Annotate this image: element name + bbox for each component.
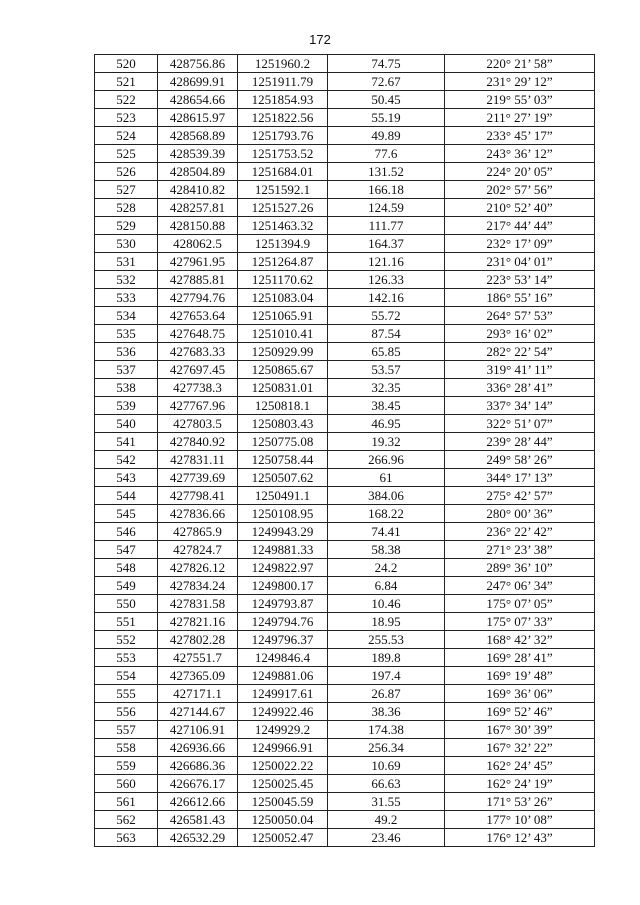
table-row [95, 307, 595, 325]
bearing-angle-cell: 210° 52’ 40” [445, 199, 595, 217]
point-number-cell: 538 [95, 379, 158, 397]
segment-length-cell: 72.67 [328, 73, 445, 91]
x-coordinate-cell: 428615.97 [158, 109, 238, 127]
segment-length-cell: 32.35 [328, 379, 445, 397]
bearing-angle-cell: 280° 00’ 36” [445, 505, 595, 523]
bearing-angle-cell: 220° 21’ 58” [445, 55, 595, 73]
segment-length-cell: 197.4 [328, 667, 445, 685]
segment-length-cell: 55.19 [328, 109, 445, 127]
segment-length-cell: 126.33 [328, 271, 445, 289]
y-coordinate-cell: 1250775.08 [238, 433, 328, 451]
point-number-cell: 527 [95, 181, 158, 199]
bearing-angle-cell: 169° 52’ 46” [445, 703, 595, 721]
x-coordinate-cell: 427803.5 [158, 415, 238, 433]
y-coordinate-cell: 1251684.01 [238, 163, 328, 181]
segment-length-cell: 10.69 [328, 757, 445, 775]
point-number-cell: 553 [95, 649, 158, 667]
point-number-cell: 533 [95, 289, 158, 307]
point-number-cell: 546 [95, 523, 158, 541]
x-coordinate-cell: 427144.67 [158, 703, 238, 721]
x-coordinate-cell: 427802.28 [158, 631, 238, 649]
table-row [95, 811, 595, 829]
point-number-cell: 557 [95, 721, 158, 739]
point-number-cell: 530 [95, 235, 158, 253]
segment-length-cell: 74.75 [328, 55, 445, 73]
table-row [95, 613, 595, 631]
x-coordinate-cell: 427840.92 [158, 433, 238, 451]
segment-length-cell: 121.16 [328, 253, 445, 271]
bearing-angle-cell: 275° 42’ 57” [445, 487, 595, 505]
table-row [95, 703, 595, 721]
table-row [95, 685, 595, 703]
x-coordinate-cell: 427738.3 [158, 379, 238, 397]
segment-length-cell: 38.36 [328, 703, 445, 721]
y-coordinate-cell: 1251010.41 [238, 325, 328, 343]
segment-length-cell: 65.85 [328, 343, 445, 361]
table-row [95, 289, 595, 307]
bearing-angle-cell: 231° 04’ 01” [445, 253, 595, 271]
x-coordinate-cell: 426686.36 [158, 757, 238, 775]
x-coordinate-cell: 427826.12 [158, 559, 238, 577]
y-coordinate-cell: 1250022.22 [238, 757, 328, 775]
point-number-cell: 556 [95, 703, 158, 721]
y-coordinate-cell: 1250491.1 [238, 487, 328, 505]
point-number-cell: 526 [95, 163, 158, 181]
x-coordinate-cell: 428062.5 [158, 235, 238, 253]
segment-length-cell: 53.57 [328, 361, 445, 379]
x-coordinate-cell: 428257.81 [158, 199, 238, 217]
x-coordinate-cell: 426581.43 [158, 811, 238, 829]
segment-length-cell: 10.46 [328, 595, 445, 613]
x-coordinate-cell: 428539.39 [158, 145, 238, 163]
point-number-cell: 525 [95, 145, 158, 163]
bearing-angle-cell: 264° 57’ 53” [445, 307, 595, 325]
y-coordinate-cell: 1249966.91 [238, 739, 328, 757]
y-coordinate-cell: 1251264.87 [238, 253, 328, 271]
table-row [95, 361, 595, 379]
x-coordinate-cell: 427365.09 [158, 667, 238, 685]
segment-length-cell: 256.34 [328, 739, 445, 757]
segment-length-cell: 384.06 [328, 487, 445, 505]
page-number: 172 [309, 32, 331, 47]
y-coordinate-cell: 1251753.52 [238, 145, 328, 163]
segment-length-cell: 61 [328, 469, 445, 487]
bearing-angle-cell: 247° 06’ 34” [445, 577, 595, 595]
bearing-angle-cell: 211° 27’ 19” [445, 109, 595, 127]
bearing-angle-cell: 219° 55’ 03” [445, 91, 595, 109]
segment-length-cell: 255.53 [328, 631, 445, 649]
bearing-angle-cell: 169° 28’ 41” [445, 649, 595, 667]
y-coordinate-cell: 1251394.9 [238, 235, 328, 253]
y-coordinate-cell: 1250929.99 [238, 343, 328, 361]
segment-length-cell: 58.38 [328, 541, 445, 559]
bearing-angle-cell: 232° 17’ 09” [445, 235, 595, 253]
segment-length-cell: 87.54 [328, 325, 445, 343]
point-number-cell: 559 [95, 757, 158, 775]
table-row [95, 415, 595, 433]
table-row [95, 505, 595, 523]
bearing-angle-cell: 168° 42’ 32” [445, 631, 595, 649]
y-coordinate-cell: 1249943.29 [238, 523, 328, 541]
table-row [95, 271, 595, 289]
table-row [95, 775, 595, 793]
point-number-cell: 543 [95, 469, 158, 487]
x-coordinate-cell: 427653.64 [158, 307, 238, 325]
y-coordinate-cell: 1251854.93 [238, 91, 328, 109]
point-number-cell: 535 [95, 325, 158, 343]
table-row [95, 559, 595, 577]
bearing-angle-cell: 336° 28’ 41” [445, 379, 595, 397]
table-row [95, 199, 595, 217]
segment-length-cell: 77.6 [328, 145, 445, 163]
table-row [95, 829, 595, 847]
x-coordinate-cell: 427834.24 [158, 577, 238, 595]
y-coordinate-cell: 1251463.32 [238, 217, 328, 235]
y-coordinate-cell: 1249822.97 [238, 559, 328, 577]
bearing-angle-cell: 243° 36’ 12” [445, 145, 595, 163]
table-row [95, 145, 595, 163]
bearing-angle-cell: 175° 07’ 05” [445, 595, 595, 613]
x-coordinate-cell: 428504.89 [158, 163, 238, 181]
point-number-cell: 560 [95, 775, 158, 793]
bearing-angle-cell: 344° 17’ 13” [445, 469, 595, 487]
y-coordinate-cell: 1251592.1 [238, 181, 328, 199]
table-row [95, 181, 595, 199]
x-coordinate-cell: 427831.58 [158, 595, 238, 613]
x-coordinate-cell: 427648.75 [158, 325, 238, 343]
segment-length-cell: 18.95 [328, 613, 445, 631]
table-row [95, 721, 595, 739]
point-number-cell: 547 [95, 541, 158, 559]
coordinates-table [94, 54, 595, 847]
x-coordinate-cell: 427739.69 [158, 469, 238, 487]
segment-length-cell: 174.38 [328, 721, 445, 739]
segment-length-cell: 49.2 [328, 811, 445, 829]
x-coordinate-cell: 427961.95 [158, 253, 238, 271]
y-coordinate-cell: 1249922.46 [238, 703, 328, 721]
x-coordinate-cell: 427794.76 [158, 289, 238, 307]
point-number-cell: 531 [95, 253, 158, 271]
bearing-angle-cell: 249° 58’ 26” [445, 451, 595, 469]
x-coordinate-cell: 426532.29 [158, 829, 238, 847]
point-number-cell: 555 [95, 685, 158, 703]
point-number-cell: 542 [95, 451, 158, 469]
y-coordinate-cell: 1250045.59 [238, 793, 328, 811]
x-coordinate-cell: 428654.66 [158, 91, 238, 109]
bearing-angle-cell: 239° 28’ 44” [445, 433, 595, 451]
point-number-cell: 544 [95, 487, 158, 505]
x-coordinate-cell: 428756.86 [158, 55, 238, 73]
segment-length-cell: 23.46 [328, 829, 445, 847]
point-number-cell: 545 [95, 505, 158, 523]
table-row [95, 91, 595, 109]
x-coordinate-cell: 427865.9 [158, 523, 238, 541]
point-number-cell: 541 [95, 433, 158, 451]
y-coordinate-cell: 1250758.44 [238, 451, 328, 469]
x-coordinate-cell: 427767.96 [158, 397, 238, 415]
bearing-angle-cell: 319° 41’ 11” [445, 361, 595, 379]
point-number-cell: 561 [95, 793, 158, 811]
segment-length-cell: 31.55 [328, 793, 445, 811]
segment-length-cell: 49.89 [328, 127, 445, 145]
y-coordinate-cell: 1251527.26 [238, 199, 328, 217]
table-row [95, 649, 595, 667]
x-coordinate-cell: 427551.7 [158, 649, 238, 667]
bearing-angle-cell: 271° 23’ 38” [445, 541, 595, 559]
table-row [95, 541, 595, 559]
table-row [95, 595, 595, 613]
bearing-angle-cell: 282° 22’ 54” [445, 343, 595, 361]
table-row [95, 217, 595, 235]
point-number-cell: 562 [95, 811, 158, 829]
bearing-angle-cell: 162° 24’ 45” [445, 757, 595, 775]
bearing-angle-cell: 186° 55’ 16” [445, 289, 595, 307]
point-number-cell: 558 [95, 739, 158, 757]
table-row [95, 109, 595, 127]
table-row [95, 343, 595, 361]
x-coordinate-cell: 428699.91 [158, 73, 238, 91]
y-coordinate-cell: 1251822.56 [238, 109, 328, 127]
y-coordinate-cell: 1249846.4 [238, 649, 328, 667]
segment-length-cell: 189.8 [328, 649, 445, 667]
table-row [95, 73, 595, 91]
table-row [95, 631, 595, 649]
y-coordinate-cell: 1249917.61 [238, 685, 328, 703]
point-number-cell: 540 [95, 415, 158, 433]
y-coordinate-cell: 1249881.33 [238, 541, 328, 559]
table-row [95, 55, 595, 73]
x-coordinate-cell: 428150.88 [158, 217, 238, 235]
y-coordinate-cell: 1249800.17 [238, 577, 328, 595]
bearing-angle-cell: 233° 45’ 17” [445, 127, 595, 145]
y-coordinate-cell: 1249929.2 [238, 721, 328, 739]
point-number-cell: 551 [95, 613, 158, 631]
point-number-cell: 537 [95, 361, 158, 379]
segment-length-cell: 26.87 [328, 685, 445, 703]
x-coordinate-cell: 426936.66 [158, 739, 238, 757]
table-row [95, 793, 595, 811]
point-number-cell: 521 [95, 73, 158, 91]
point-number-cell: 529 [95, 217, 158, 235]
segment-length-cell: 6.84 [328, 577, 445, 595]
y-coordinate-cell: 1250050.04 [238, 811, 328, 829]
table-row [95, 433, 595, 451]
bearing-angle-cell: 322° 51’ 07” [445, 415, 595, 433]
bearing-angle-cell: 289° 36’ 10” [445, 559, 595, 577]
segment-length-cell: 46.95 [328, 415, 445, 433]
point-number-cell: 552 [95, 631, 158, 649]
bearing-angle-cell: 293° 16’ 02” [445, 325, 595, 343]
point-number-cell: 532 [95, 271, 158, 289]
y-coordinate-cell: 1251911.79 [238, 73, 328, 91]
y-coordinate-cell: 1250818.1 [238, 397, 328, 415]
table-row [95, 127, 595, 145]
y-coordinate-cell: 1249796.37 [238, 631, 328, 649]
table-row [95, 451, 595, 469]
point-number-cell: 523 [95, 109, 158, 127]
bearing-angle-cell: 167° 32’ 22” [445, 739, 595, 757]
bearing-angle-cell: 223° 53’ 14” [445, 271, 595, 289]
segment-length-cell: 111.77 [328, 217, 445, 235]
y-coordinate-cell: 1251083.04 [238, 289, 328, 307]
segment-length-cell: 266.96 [328, 451, 445, 469]
x-coordinate-cell: 427885.81 [158, 271, 238, 289]
bearing-angle-cell: 176° 12’ 43” [445, 829, 595, 847]
point-number-cell: 520 [95, 55, 158, 73]
table-row [95, 397, 595, 415]
x-coordinate-cell: 428568.89 [158, 127, 238, 145]
x-coordinate-cell: 427831.11 [158, 451, 238, 469]
bearing-angle-cell: 169° 36’ 06” [445, 685, 595, 703]
y-coordinate-cell: 1251960.2 [238, 55, 328, 73]
bearing-angle-cell: 224° 20’ 05” [445, 163, 595, 181]
table-row [95, 235, 595, 253]
point-number-cell: 554 [95, 667, 158, 685]
segment-length-cell: 74.41 [328, 523, 445, 541]
y-coordinate-cell: 1249793.87 [238, 595, 328, 613]
point-number-cell: 548 [95, 559, 158, 577]
y-coordinate-cell: 1251793.76 [238, 127, 328, 145]
x-coordinate-cell: 427821.16 [158, 613, 238, 631]
point-number-cell: 534 [95, 307, 158, 325]
segment-length-cell: 66.63 [328, 775, 445, 793]
segment-length-cell: 166.18 [328, 181, 445, 199]
y-coordinate-cell: 1250108.95 [238, 505, 328, 523]
bearing-angle-cell: 231° 29’ 12” [445, 73, 595, 91]
x-coordinate-cell: 427683.33 [158, 343, 238, 361]
x-coordinate-cell: 427798.41 [158, 487, 238, 505]
x-coordinate-cell: 426676.17 [158, 775, 238, 793]
x-coordinate-cell: 428410.82 [158, 181, 238, 199]
table-row [95, 163, 595, 181]
bearing-angle-cell: 202° 57’ 56” [445, 181, 595, 199]
point-number-cell: 550 [95, 595, 158, 613]
table-row [95, 487, 595, 505]
table-row [95, 253, 595, 271]
point-number-cell: 522 [95, 91, 158, 109]
table-row [95, 379, 595, 397]
x-coordinate-cell: 427106.91 [158, 721, 238, 739]
bearing-angle-cell: 177° 10’ 08” [445, 811, 595, 829]
segment-length-cell: 168.22 [328, 505, 445, 523]
segment-length-cell: 55.72 [328, 307, 445, 325]
x-coordinate-cell: 427697.45 [158, 361, 238, 379]
table-row [95, 577, 595, 595]
x-coordinate-cell: 427171.1 [158, 685, 238, 703]
point-number-cell: 539 [95, 397, 158, 415]
point-number-cell: 524 [95, 127, 158, 145]
x-coordinate-cell: 426612.66 [158, 793, 238, 811]
bearing-angle-cell: 171° 53’ 26” [445, 793, 595, 811]
segment-length-cell: 19.32 [328, 433, 445, 451]
bearing-angle-cell: 337° 34’ 14” [445, 397, 595, 415]
point-number-cell: 536 [95, 343, 158, 361]
y-coordinate-cell: 1250507.62 [238, 469, 328, 487]
table-row [95, 667, 595, 685]
y-coordinate-cell: 1250831.01 [238, 379, 328, 397]
y-coordinate-cell: 1251065.91 [238, 307, 328, 325]
y-coordinate-cell: 1250052.47 [238, 829, 328, 847]
bearing-angle-cell: 167° 30’ 39” [445, 721, 595, 739]
point-number-cell: 563 [95, 829, 158, 847]
y-coordinate-cell: 1250865.67 [238, 361, 328, 379]
bearing-angle-cell: 236° 22’ 42” [445, 523, 595, 541]
table-row [95, 757, 595, 775]
bearing-angle-cell: 217° 44’ 44” [445, 217, 595, 235]
segment-length-cell: 124.59 [328, 199, 445, 217]
y-coordinate-cell: 1249881.06 [238, 667, 328, 685]
segment-length-cell: 142.16 [328, 289, 445, 307]
y-coordinate-cell: 1250025.45 [238, 775, 328, 793]
segment-length-cell: 131.52 [328, 163, 445, 181]
table-row [95, 325, 595, 343]
segment-length-cell: 50.45 [328, 91, 445, 109]
bearing-angle-cell: 162° 24’ 19” [445, 775, 595, 793]
y-coordinate-cell: 1250803.43 [238, 415, 328, 433]
table-row [95, 739, 595, 757]
y-coordinate-cell: 1249794.76 [238, 613, 328, 631]
y-coordinate-cell: 1251170.62 [238, 271, 328, 289]
coordinates-table-body [95, 55, 595, 847]
table-row [95, 523, 595, 541]
bearing-angle-cell: 169° 19’ 48” [445, 667, 595, 685]
point-number-cell: 528 [95, 199, 158, 217]
point-number-cell: 549 [95, 577, 158, 595]
table-row [95, 469, 595, 487]
x-coordinate-cell: 427824.7 [158, 541, 238, 559]
segment-length-cell: 38.45 [328, 397, 445, 415]
x-coordinate-cell: 427836.66 [158, 505, 238, 523]
segment-length-cell: 24.2 [328, 559, 445, 577]
segment-length-cell: 164.37 [328, 235, 445, 253]
bearing-angle-cell: 175° 07’ 33” [445, 613, 595, 631]
